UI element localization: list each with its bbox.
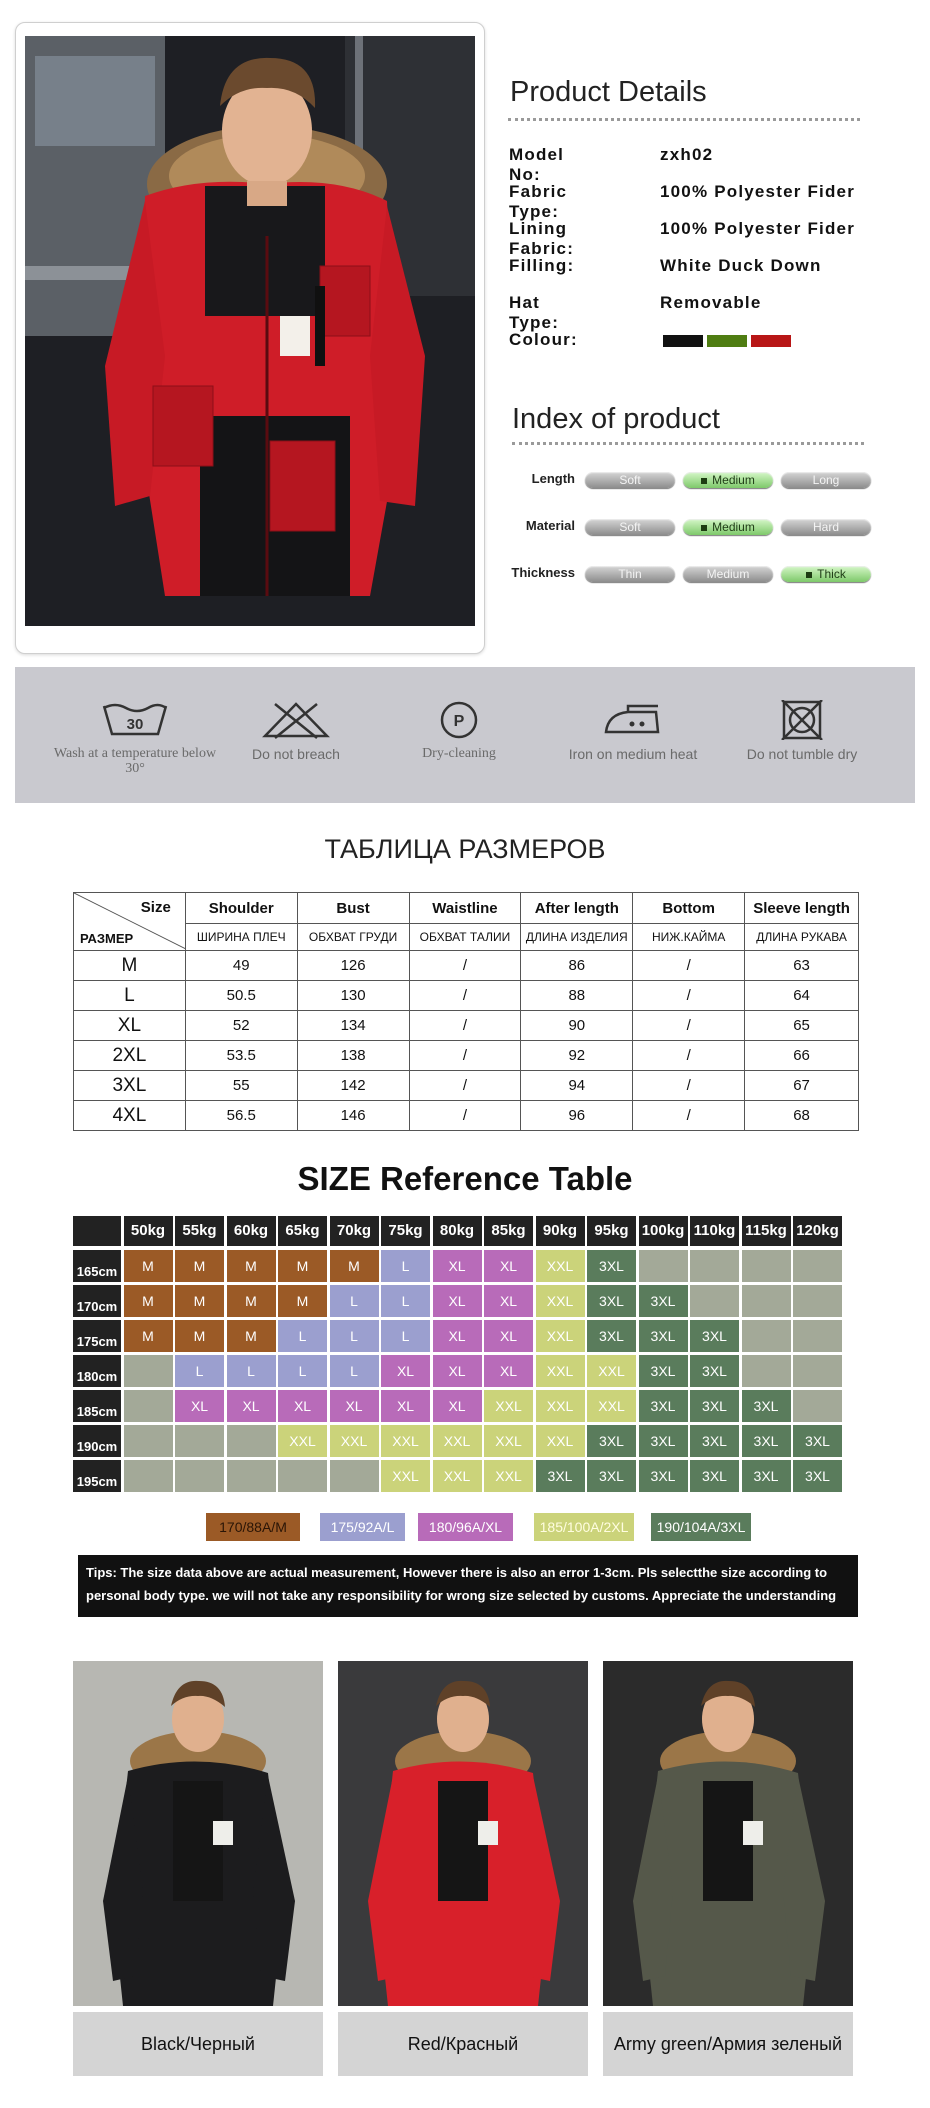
variant-photo — [338, 1661, 588, 2006]
measurement-cell: 86 — [521, 951, 633, 981]
spec-value: zxh02 — [660, 145, 714, 164]
size-cell — [175, 1460, 224, 1492]
size-cell: L — [330, 1285, 379, 1317]
size-cell — [227, 1460, 276, 1492]
colour-label: Colour: — [509, 330, 578, 349]
grid-corner — [73, 1216, 121, 1246]
size-cell: 3XL — [639, 1355, 688, 1387]
size-cell: M — [175, 1285, 224, 1317]
size-reference-legend — [78, 1513, 858, 1543]
index-label: Length — [531, 471, 575, 486]
variant-photo — [73, 1661, 323, 2006]
no-bleach-icon — [261, 700, 331, 740]
size-label-cell: 2XL — [74, 1041, 186, 1071]
size-cell — [793, 1285, 842, 1317]
col-subheader: ДЛИНА ИЗДЕЛИЯ — [521, 924, 633, 951]
no-tumble-dry-icon — [767, 700, 837, 740]
measurement-cell: 88 — [521, 981, 633, 1011]
care-text: Wash at a temperature below 30° — [53, 746, 217, 776]
weight-header: 50kg — [124, 1216, 173, 1246]
size-cell: XL — [175, 1390, 224, 1422]
dry-clean-icon — [424, 700, 494, 740]
measurement-cell: 138 — [297, 1041, 409, 1071]
measurement-cell: 64 — [745, 981, 859, 1011]
measurement-cell: / — [633, 1101, 745, 1131]
care-text: Do not tumble dry — [746, 746, 858, 762]
spec-value: Removable — [660, 293, 762, 312]
measurement-cell: / — [409, 1011, 521, 1041]
size-cell — [793, 1355, 842, 1387]
col-header: Bottom — [633, 893, 745, 924]
measurement-cell: 130 — [297, 981, 409, 1011]
size-cell: L — [381, 1320, 430, 1352]
size-cell: 3XL — [587, 1460, 636, 1492]
svg-text:P: P — [453, 713, 465, 730]
care-instructions — [15, 667, 915, 803]
svg-text:30: 30 — [126, 716, 144, 733]
size-table-row — [74, 1101, 859, 1131]
size-cell: XL — [433, 1355, 482, 1387]
measurement-cell: / — [633, 981, 745, 1011]
legend-item: 190/104A/3XL — [651, 1513, 751, 1541]
size-cell: XL — [381, 1355, 430, 1387]
size-cell — [639, 1250, 688, 1282]
height-header: 185cm — [73, 1390, 121, 1422]
measurement-cell: 92 — [521, 1041, 633, 1071]
size-cell: 3XL — [793, 1460, 842, 1492]
index-option-active: Medium — [683, 519, 773, 535]
size-table-row — [74, 1011, 859, 1041]
size-table-row — [74, 1041, 859, 1071]
weight-header: 55kg — [175, 1216, 224, 1246]
spec-value: 100% Polyester Fider — [660, 219, 856, 238]
size-cell: 3XL — [793, 1425, 842, 1457]
measurement-cell: 68 — [745, 1101, 859, 1131]
col-header: Sleeve length — [745, 893, 859, 924]
size-cell: XXL — [536, 1355, 585, 1387]
weight-header: 80kg — [433, 1216, 482, 1246]
size-cell: XXL — [484, 1425, 533, 1457]
col-subheader: НИЖ.КАЙМА — [633, 924, 745, 951]
size-cell: XL — [227, 1390, 276, 1422]
size-cell: L — [227, 1355, 276, 1387]
size-label-cell: 3XL — [74, 1071, 186, 1101]
size-cell: XL — [433, 1320, 482, 1352]
size-cell — [793, 1250, 842, 1282]
size-cell: 3XL — [587, 1320, 636, 1352]
size-cell: XXL — [536, 1250, 585, 1282]
size-label-cell: 4XL — [74, 1101, 186, 1131]
size-cell: L — [278, 1320, 327, 1352]
size-cell: M — [278, 1285, 327, 1317]
col-header: Waistline — [409, 893, 521, 924]
size-cell: M — [124, 1320, 173, 1352]
weight-header: 90kg — [536, 1216, 585, 1246]
index-title: Index of product — [512, 403, 720, 435]
col-header: Shoulder — [185, 893, 297, 924]
col-subheader: ОБХВАТ ТАЛИИ — [409, 924, 521, 951]
corner-size-label: Size — [140, 899, 171, 916]
product-details-title: Product Details — [510, 76, 707, 108]
size-cell: XXL — [381, 1425, 430, 1457]
spec-label: Fabric Type: — [509, 182, 568, 221]
measurement-cell: 90 — [521, 1011, 633, 1041]
size-label-cell: XL — [74, 1011, 186, 1041]
size-cell — [742, 1320, 791, 1352]
size-table-body — [74, 951, 859, 1131]
size-cell: L — [381, 1250, 430, 1282]
size-cell — [742, 1250, 791, 1282]
spec-label: Filling: — [509, 256, 575, 275]
size-cell: 3XL — [587, 1285, 636, 1317]
weight-header: 95kg — [587, 1216, 636, 1246]
size-cell — [793, 1320, 842, 1352]
variant-caption: Army green/Армия зеленый — [603, 2012, 853, 2076]
weight-header: 60kg — [227, 1216, 276, 1246]
divider — [512, 442, 864, 445]
size-cell: L — [278, 1355, 327, 1387]
measurement-cell: 56.5 — [185, 1101, 297, 1131]
size-cell: XL — [433, 1390, 482, 1422]
size-cell — [175, 1425, 224, 1457]
size-cell: 3XL — [639, 1390, 688, 1422]
size-cell: 3XL — [742, 1460, 791, 1492]
size-cell: XXL — [536, 1285, 585, 1317]
size-cell: 3XL — [690, 1425, 739, 1457]
index-label: Thickness — [511, 565, 575, 580]
size-cell: XL — [484, 1355, 533, 1387]
colour-swatch-green — [707, 335, 747, 347]
spec-value: White Duck Down — [660, 256, 822, 275]
measurement-cell: 66 — [745, 1041, 859, 1071]
size-table-row — [74, 1071, 859, 1101]
measurement-cell: 55 — [185, 1071, 297, 1101]
size-reference-grid — [73, 1216, 859, 1496]
size-cell: XL — [433, 1285, 482, 1317]
care-item — [369, 700, 549, 762]
size-cell — [227, 1425, 276, 1457]
size-cell: XXL — [433, 1425, 482, 1457]
index-option: Thin — [585, 566, 675, 582]
size-cell: M — [175, 1250, 224, 1282]
index-option: Soft — [585, 472, 675, 488]
measurement-cell: / — [633, 1041, 745, 1071]
weight-header: 75kg — [381, 1216, 430, 1246]
measurement-cell: 65 — [745, 1011, 859, 1041]
variant-caption: Black/Черный — [73, 2012, 323, 2076]
size-cell: XXL — [381, 1460, 430, 1492]
size-cell: M — [124, 1250, 173, 1282]
measurement-cell: 67 — [745, 1071, 859, 1101]
measurement-cell: 142 — [297, 1071, 409, 1101]
size-cell: 3XL — [742, 1425, 791, 1457]
size-cell: XL — [330, 1390, 379, 1422]
care-item — [206, 700, 386, 762]
size-cell — [278, 1460, 327, 1492]
spec-label: Lining Fabric: — [509, 219, 575, 258]
height-header: 170cm — [73, 1285, 121, 1317]
size-cell: XXL — [536, 1320, 585, 1352]
size-cell: 3XL — [742, 1390, 791, 1422]
size-cell: 3XL — [639, 1285, 688, 1317]
measurement-cell: / — [409, 1071, 521, 1101]
size-cell — [742, 1285, 791, 1317]
size-cell: XXL — [484, 1390, 533, 1422]
index-option: Medium — [683, 566, 773, 582]
size-table — [73, 892, 859, 1131]
size-cell — [690, 1250, 739, 1282]
measurement-cell: 53.5 — [185, 1041, 297, 1071]
colour-variant-card — [73, 1661, 323, 2076]
index-option: Hard — [781, 519, 871, 535]
size-cell: 3XL — [536, 1460, 585, 1492]
measurement-cell: 63 — [745, 951, 859, 981]
measurement-cell: / — [633, 1011, 745, 1041]
care-item — [712, 700, 892, 762]
size-cell — [793, 1390, 842, 1422]
size-cell: XL — [484, 1250, 533, 1282]
colour-variant-card — [603, 1661, 853, 2076]
size-cell: L — [330, 1355, 379, 1387]
height-header: 180cm — [73, 1355, 121, 1387]
colour-variants — [73, 1661, 859, 2076]
size-cell: XXL — [587, 1390, 636, 1422]
size-cell: XXL — [536, 1425, 585, 1457]
height-header: 195cm — [73, 1460, 121, 1492]
weight-header: 70kg — [330, 1216, 379, 1246]
variant-photo — [603, 1661, 853, 2006]
legend-item: 175/92A/L — [320, 1513, 405, 1541]
care-text: Dry-cleaning — [422, 746, 496, 761]
corner-cell — [74, 893, 186, 951]
size-cell: L — [381, 1285, 430, 1317]
size-cell: 3XL — [587, 1250, 636, 1282]
height-header: 190cm — [73, 1425, 121, 1457]
col-subheader: ОБХВАТ ГРУДИ — [297, 924, 409, 951]
size-cell — [124, 1425, 173, 1457]
weight-header: 115kg — [742, 1216, 791, 1246]
size-cell: XXL — [433, 1460, 482, 1492]
care-text: Iron on medium heat — [568, 746, 698, 762]
size-cell: 3XL — [639, 1320, 688, 1352]
size-cell: M — [330, 1250, 379, 1282]
size-cell: 3XL — [690, 1460, 739, 1492]
colour-variant-card — [338, 1661, 588, 2076]
care-text: Do not breach — [252, 746, 340, 762]
variant-caption: Red/Красный — [338, 2012, 588, 2076]
size-cell: XL — [484, 1320, 533, 1352]
size-cell: 3XL — [690, 1320, 739, 1352]
legend-item: 185/100A/2XL — [534, 1513, 634, 1541]
size-cell: M — [227, 1320, 276, 1352]
colour-swatch-red — [751, 335, 791, 347]
measurement-cell: 96 — [521, 1101, 633, 1131]
measurement-cell: 134 — [297, 1011, 409, 1041]
col-subheader: ДЛИНА РУКАВА — [745, 924, 859, 951]
col-header: After length — [521, 893, 633, 924]
divider — [508, 118, 860, 121]
tips-note: Tips: The size data above are actual measurement, However there is also an error 1-3cm. Pls selectthe size according to personal body type. we will not take any responsibility for wrong size selected by customs. Appreciate the understanding — [78, 1555, 858, 1617]
size-cell: L — [175, 1355, 224, 1387]
size-cell: XL — [381, 1390, 430, 1422]
size-cell: M — [175, 1320, 224, 1352]
weight-header: 120kg — [793, 1216, 842, 1246]
size-cell: 3XL — [690, 1390, 739, 1422]
size-table-row — [74, 981, 859, 1011]
measurement-cell: 126 — [297, 951, 409, 981]
size-cell — [124, 1355, 173, 1387]
measurement-cell: 52 — [185, 1011, 297, 1041]
size-cell: XXL — [536, 1390, 585, 1422]
size-cell: XXL — [484, 1460, 533, 1492]
weight-header: 110kg — [690, 1216, 739, 1246]
size-cell: M — [124, 1285, 173, 1317]
size-cell: L — [330, 1320, 379, 1352]
size-cell: XL — [484, 1285, 533, 1317]
size-cell — [690, 1285, 739, 1317]
spec-label: Model No: — [509, 145, 565, 184]
size-cell: XL — [278, 1390, 327, 1422]
size-cell — [124, 1460, 173, 1492]
size-cell: 3XL — [639, 1425, 688, 1457]
measurement-cell: / — [633, 1071, 745, 1101]
size-cell: 3XL — [639, 1460, 688, 1492]
index-option-active: Medium — [683, 472, 773, 488]
height-header: 165cm — [73, 1250, 121, 1282]
selected-marker — [806, 572, 812, 578]
measurement-cell: 49 — [185, 951, 297, 981]
measurement-cell: / — [409, 1041, 521, 1071]
selected-marker — [701, 525, 707, 531]
size-cell — [124, 1390, 173, 1422]
size-table-row — [74, 951, 859, 981]
measurement-cell: / — [633, 951, 745, 981]
selected-marker — [701, 478, 707, 484]
spec-value: 100% Polyester Fider — [660, 182, 856, 201]
size-label-cell: L — [74, 981, 186, 1011]
measurement-cell: 146 — [297, 1101, 409, 1131]
index-option-active: Thick — [781, 566, 871, 582]
weight-header: 85kg — [484, 1216, 533, 1246]
size-cell: 3XL — [587, 1425, 636, 1457]
weight-header: 65kg — [278, 1216, 327, 1246]
colour-swatch-black — [663, 335, 703, 347]
iron-medium-icon — [598, 700, 668, 740]
size-cell — [330, 1460, 379, 1492]
size-cell: M — [278, 1250, 327, 1282]
size-cell: M — [227, 1250, 276, 1282]
col-subheader: ШИРИНА ПЛЕЧ — [185, 924, 297, 951]
product-main-photo — [25, 36, 475, 626]
measurement-cell: / — [409, 981, 521, 1011]
wash-30-icon — [100, 700, 170, 740]
care-item — [543, 700, 723, 762]
care-item — [45, 700, 225, 776]
measurement-cell: / — [409, 951, 521, 981]
measurement-cell: 50.5 — [185, 981, 297, 1011]
size-cell: XXL — [587, 1355, 636, 1387]
spec-label: Hat Type: — [509, 293, 560, 332]
legend-item: 180/96A/XL — [418, 1513, 513, 1541]
index-option: Soft — [585, 519, 675, 535]
size-reference-title: SIZE Reference Table — [297, 1160, 633, 1197]
height-header: 175cm — [73, 1320, 121, 1352]
size-cell — [742, 1355, 791, 1387]
size-cell: M — [227, 1285, 276, 1317]
size-cell: XXL — [278, 1425, 327, 1457]
size-table-header — [74, 893, 859, 924]
size-cell: 3XL — [690, 1355, 739, 1387]
measurement-cell: 94 — [521, 1071, 633, 1101]
weight-header: 100kg — [639, 1216, 688, 1246]
corner-razmer-label: РАЗМЕР — [80, 931, 134, 946]
col-header: Bust — [297, 893, 409, 924]
size-label-cell: M — [74, 951, 186, 981]
index-option: Long — [781, 472, 871, 488]
size-table-subheader — [74, 924, 859, 951]
size-cell: XXL — [330, 1425, 379, 1457]
legend-item: 170/88A/M — [206, 1513, 300, 1541]
size-cell: XL — [433, 1250, 482, 1282]
index-label: Material — [525, 518, 575, 533]
size-table-title: ТАБЛИЦА РАЗМЕРОВ — [324, 834, 606, 864]
measurement-cell: / — [409, 1101, 521, 1131]
